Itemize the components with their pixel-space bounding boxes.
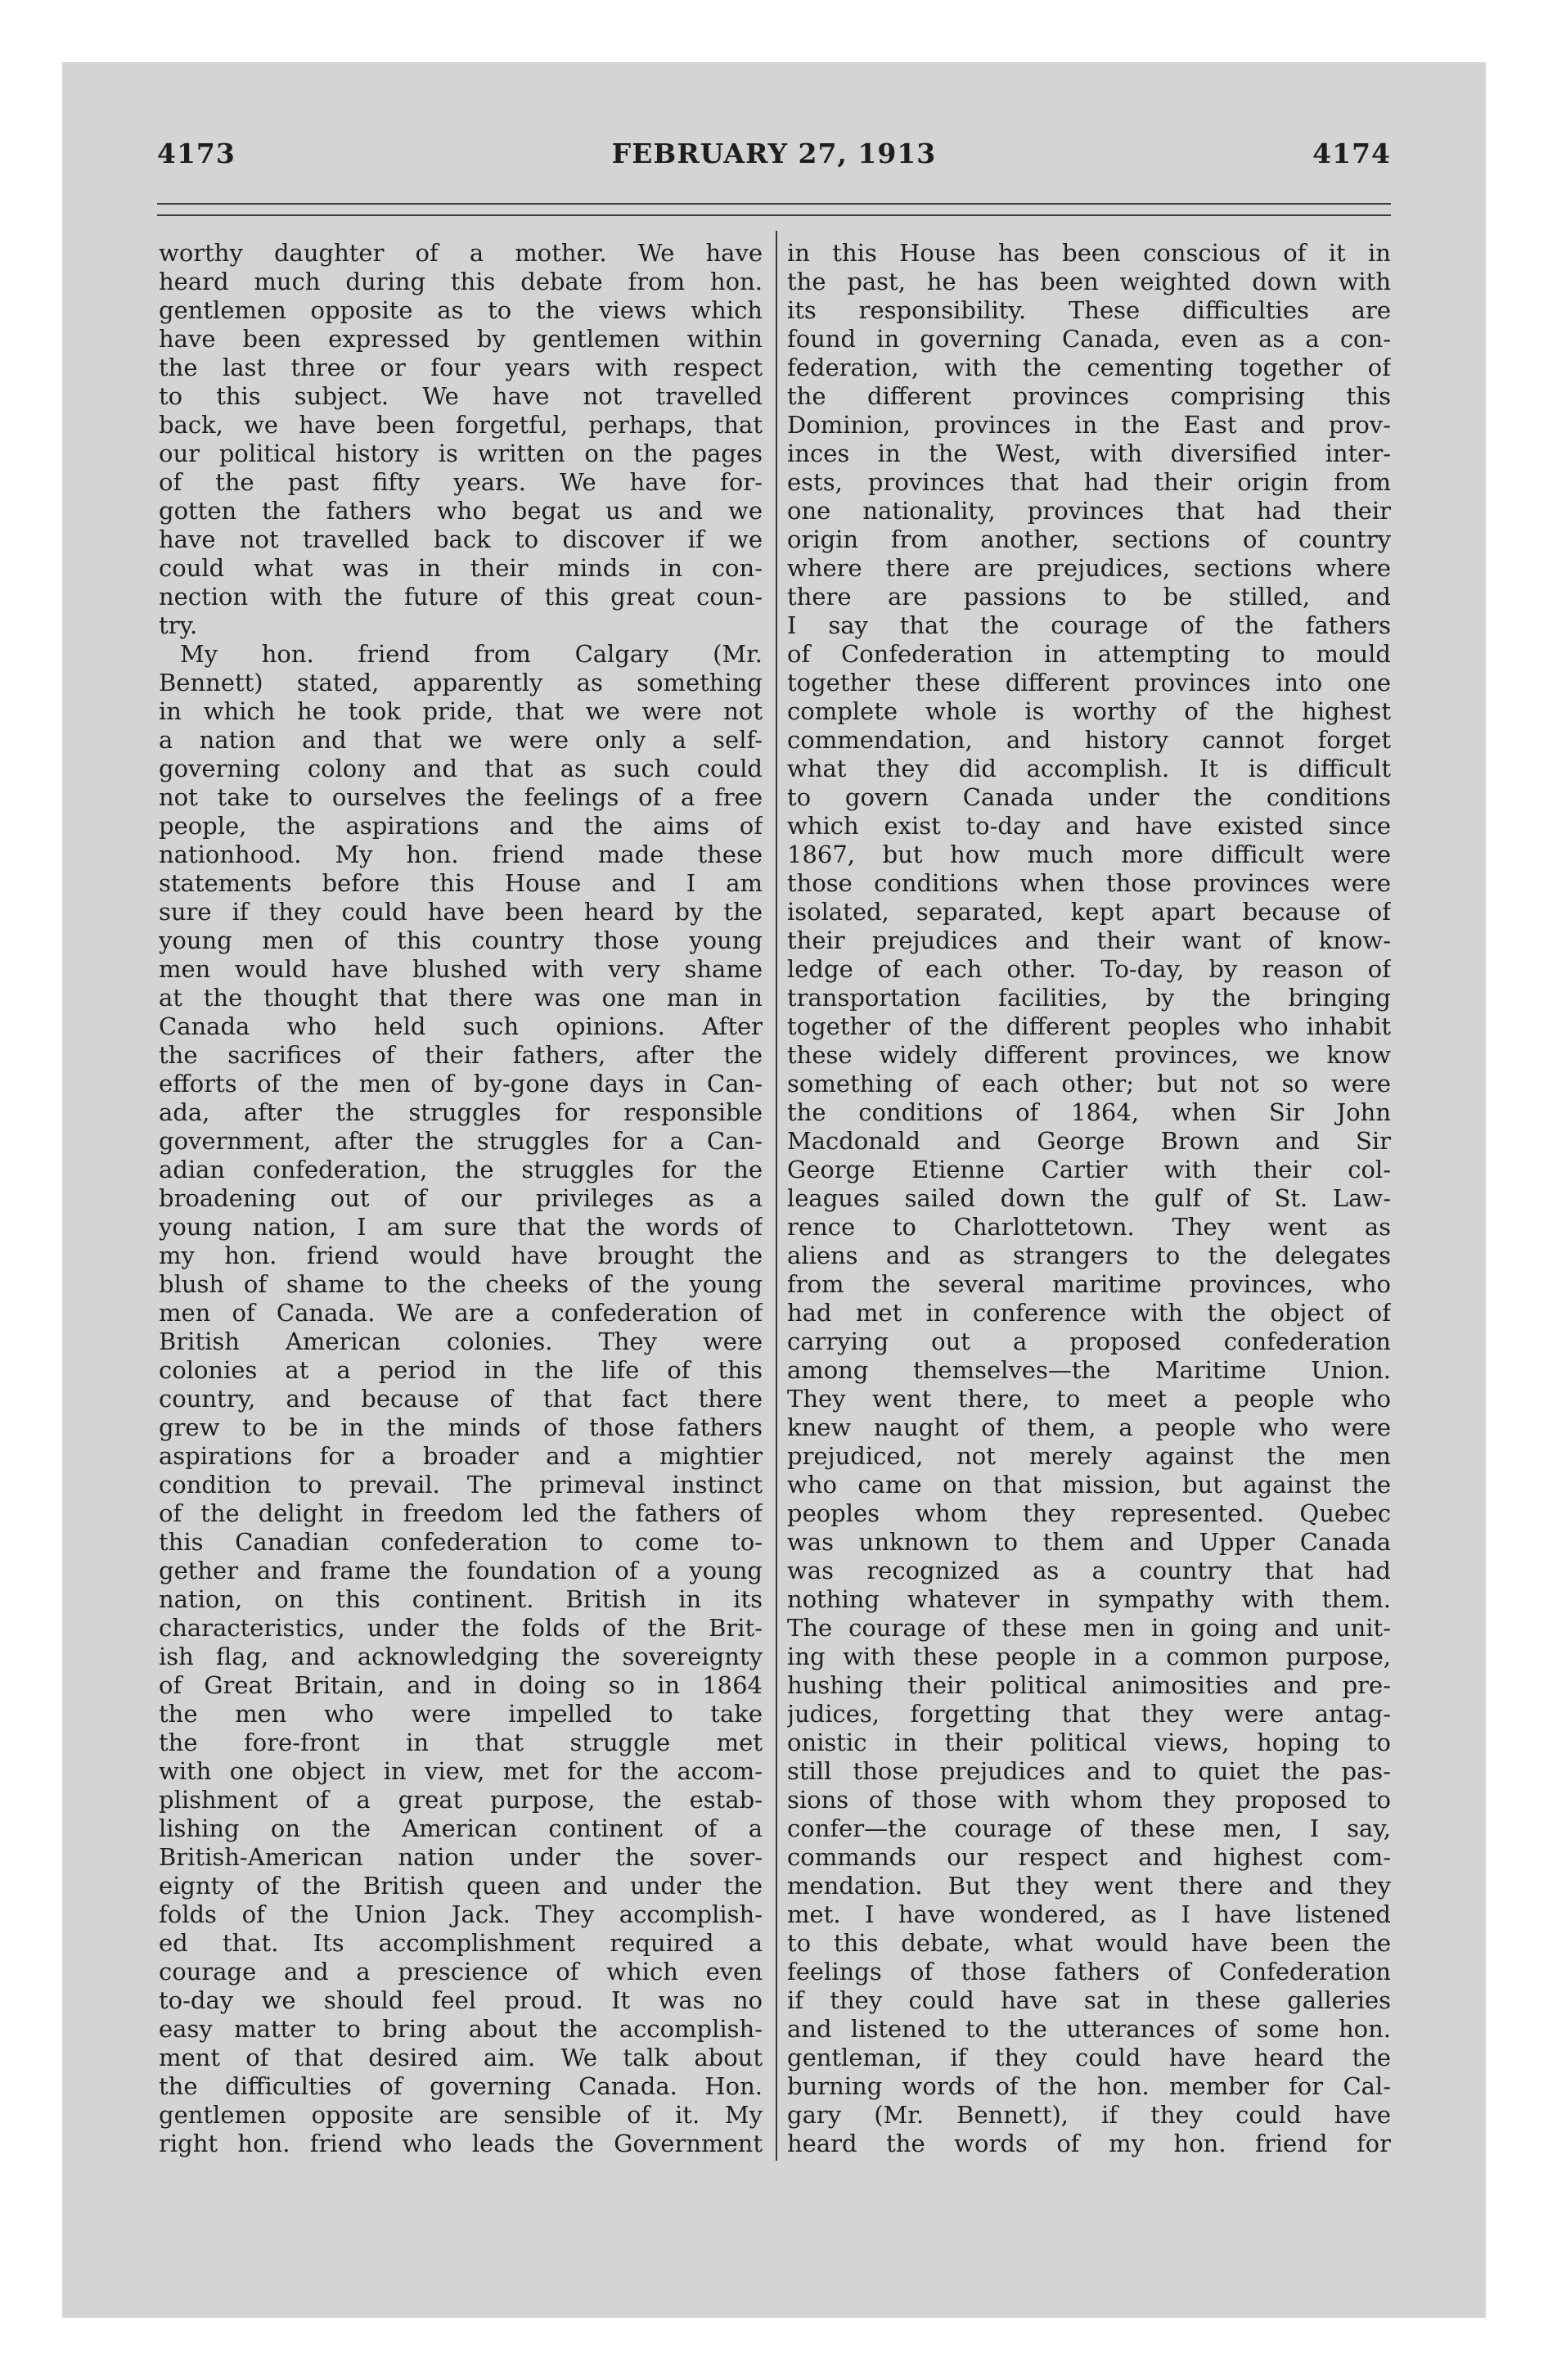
text-line: of Confederation in attempting to mould — [787, 640, 1391, 668]
text-line: efforts of the men of by-gone days in Can- — [159, 1070, 763, 1098]
text-line: back, we have been forgetful, perhaps, that — [159, 411, 763, 439]
text-line: I say that the courage of the fathers — [787, 611, 1391, 639]
text-line: the fore-front in that struggle met — [159, 1729, 763, 1756]
text-line: the last three or four years with respect — [159, 354, 763, 381]
text-line: My hon. friend from Calgary (Mr. — [180, 640, 763, 668]
text-line: peoples whom they represented. Quebec — [787, 1499, 1391, 1527]
text-line: lishing on the American continent of a — [159, 1814, 763, 1842]
text-line: men would have blushed with very shame — [159, 955, 763, 983]
text-line: with one object in view, met for the accom- — [159, 1757, 763, 1785]
text-line: statements before this House and I am — [159, 869, 763, 897]
text-line: feelings of those fathers of Confederation — [787, 1958, 1391, 1986]
text-line: in this House has been conscious of it in — [787, 239, 1391, 267]
text-line: mendation. But they went there and they — [787, 1872, 1391, 1900]
text-line: men of Canada. We are a confederation of — [159, 1299, 763, 1327]
text-line: the conditions of 1864, when Sir John — [787, 1098, 1391, 1126]
page-header — [157, 137, 1391, 174]
text-line: found in governing Canada, even as a con- — [787, 325, 1391, 353]
text-line: grew to be in the minds of those fathers — [159, 1413, 763, 1441]
text-line: gether and frame the foundation of a young — [159, 1557, 763, 1584]
column-divider — [776, 231, 777, 2161]
header-rule-bottom — [157, 214, 1391, 216]
text-line: country, and because of that fact there — [159, 1385, 763, 1413]
text-line: federation, with the cementing together of — [787, 354, 1391, 381]
text-line: of Great Britain, and in doing so in 1864 — [159, 1671, 763, 1699]
text-line: aspirations for a broader and a mightier — [159, 1442, 763, 1470]
text-line: our political history is written on the pages — [159, 439, 763, 467]
text-line: confer—the courage of these men, I say, — [787, 1814, 1391, 1842]
text-line: ment of that desired aim. We talk about — [159, 2044, 763, 2071]
text-line: eignty of the British queen and under the — [159, 1872, 763, 1900]
page-number-left: 4173 — [157, 137, 236, 169]
text-line: young men of this country those young — [159, 926, 763, 954]
text-line: British-American nation under the sover- — [159, 1843, 763, 1871]
text-line: gary (Mr. Bennett), if they could have — [787, 2101, 1391, 2129]
text-line: was unknown to them and Upper Canada — [787, 1528, 1391, 1556]
text-line: right hon. friend who leads the Government — [159, 2130, 763, 2157]
text-line: sions of those with whom they proposed to — [787, 1786, 1391, 1814]
text-line: colonies at a period in the life of this — [159, 1356, 763, 1384]
text-line: sure if they could have been heard by the — [159, 898, 763, 926]
text-line: isolated, separated, kept apart because of — [787, 898, 1391, 926]
text-line: carrying out a proposed confederation — [787, 1327, 1391, 1355]
text-line: British American colonies. They were — [159, 1327, 763, 1355]
text-line: Dominion, provinces in the East and prov- — [787, 411, 1391, 439]
text-line: nection with the future of this great coun- — [159, 583, 763, 611]
right-column — [787, 239, 1391, 2158]
text-line: folds of the Union Jack. They accomplish- — [159, 1900, 763, 1928]
text-line: origin from another, sections of country — [787, 525, 1391, 553]
text-line: nation, on this continent. British in its — [159, 1585, 763, 1613]
text-line: the sacrifices of their fathers, after the — [159, 1041, 763, 1069]
text-line: plishment of a great purpose, the estab- — [159, 1786, 763, 1814]
text-line: to this subject. We have not travelled — [159, 382, 763, 410]
text-line: burning words of the hon. member for Cal- — [787, 2072, 1391, 2100]
text-line: to-day we should feel proud. It was no — [159, 1986, 763, 2014]
text-line: a nation and that we were only a self- — [159, 726, 763, 754]
text-line: where there are prejudices, sections where — [787, 554, 1391, 582]
text-line: Bennett) stated, apparently as something — [159, 669, 763, 696]
text-line: young nation, I am sure that the words of — [159, 1213, 763, 1241]
text-line: in which he took pride, that we were not — [159, 697, 763, 725]
text-line: broadening out of our privileges as a — [159, 1184, 763, 1212]
text-line: worthy daughter of a mother. We have — [159, 239, 763, 267]
text-line: who came on that mission, but against the — [787, 1471, 1391, 1499]
left-column — [159, 239, 763, 2158]
text-line: those conditions when those provinces were — [787, 869, 1391, 897]
text-line: leagues sailed down the gulf of St. Law- — [787, 1184, 1391, 1212]
text-line: this Canadian confederation to come to- — [159, 1528, 763, 1556]
text-line: easy matter to bring about the accomplish- — [159, 2015, 763, 2043]
text-line: the past, he has been weighted down with — [787, 268, 1391, 295]
text-line: ing with these people in a common purpose, — [787, 1643, 1391, 1670]
text-line: together of the different peoples who inhabit — [787, 1012, 1391, 1040]
text-line: They went there, to meet a people who — [787, 1385, 1391, 1413]
text-line: not take to ourselves the feelings of a free — [159, 783, 763, 811]
text-line: ledge of each other. To-day, by reason of — [787, 955, 1391, 983]
text-line: knew naught of them, a people who were — [787, 1413, 1391, 1441]
text-line: ed that. Its accomplishment required a — [159, 1929, 763, 1957]
page-number-right: 4174 — [1312, 137, 1391, 169]
text-line: what they did accomplish. It is difficult — [787, 755, 1391, 782]
text-line: which exist to-day and have existed since — [787, 812, 1391, 840]
text-line: to govern Canada under the conditions — [787, 783, 1391, 811]
text-line: nationhood. My hon. friend made these — [159, 841, 763, 868]
text-line: heard much during this debate from hon. — [159, 268, 763, 295]
text-line: ada, after the struggles for responsible — [159, 1098, 763, 1126]
text-line: together these different provinces into one — [787, 669, 1391, 696]
text-line: courage and a prescience of which even — [159, 1958, 763, 1986]
text-line: commands our respect and highest com- — [787, 1843, 1391, 1871]
text-line: judices, forgetting that they were antag- — [787, 1700, 1391, 1728]
text-line: aliens and as strangers to the delegates — [787, 1242, 1391, 1269]
text-line: gentlemen opposite are sensible of it. My — [159, 2101, 763, 2129]
text-line: inces in the West, with diversified inter- — [787, 439, 1391, 467]
text-line: Macdonald and George Brown and Sir — [787, 1127, 1391, 1155]
text-line: The courage of these men in going and unit- — [787, 1614, 1391, 1642]
text-line: commendation, and history cannot forget — [787, 726, 1391, 754]
text-line: have not travelled back to discover if we — [159, 525, 763, 553]
text-line: governing colony and that as such could — [159, 755, 763, 782]
text-line: of the delight in freedom led the fathers of — [159, 1499, 763, 1527]
text-line: was recognized as a country that had — [787, 1557, 1391, 1584]
text-line: 1867, but how much more difficult were — [787, 841, 1391, 868]
header-date: FEBRUARY 27, 1913 — [611, 137, 937, 169]
text-line: people, the aspirations and the aims of — [159, 812, 763, 840]
text-line: try. — [159, 611, 198, 639]
text-line: prejudiced, not merely against the men — [787, 1442, 1391, 1470]
text-line: George Etienne Cartier with their col- — [787, 1156, 1391, 1183]
text-line: these widely different provinces, we know — [787, 1041, 1391, 1069]
text-line: complete whole is worthy of the highest — [787, 697, 1391, 725]
text-line: government, after the struggles for a Can- — [159, 1127, 763, 1155]
text-line: could what was in their minds in con- — [159, 554, 763, 582]
text-line: blush of shame to the cheeks of the young — [159, 1270, 763, 1298]
text-line: Canada who held such opinions. After — [159, 1012, 763, 1040]
text-line: its responsibility. These difficulties are — [787, 296, 1391, 324]
text-line: characteristics, under the folds of the Brit- — [159, 1614, 763, 1642]
text-line: heard the words of my hon. friend for — [787, 2130, 1391, 2157]
text-line: from the several maritime provinces, who — [787, 1270, 1391, 1298]
text-line: if they could have sat in these galleries — [787, 1986, 1391, 2014]
text-line: one nationality, provinces that had their — [787, 497, 1391, 525]
text-line: ests, provinces that had their origin from — [787, 468, 1391, 496]
text-line: the men who were impelled to take — [159, 1700, 763, 1728]
text-line: my hon. friend would have brought the — [159, 1242, 763, 1269]
text-line: to this debate, what would have been the — [787, 1929, 1391, 1957]
text-line: ish flag, and acknowledging the sovereignty — [159, 1643, 763, 1670]
text-line: transportation facilities, by the bringing — [787, 984, 1391, 1012]
text-line: among themselves—the Maritime Union. — [787, 1356, 1391, 1384]
text-line: have been expressed by gentlemen within — [159, 325, 763, 353]
text-line: nothing whatever in sympathy with them. — [787, 1585, 1391, 1613]
text-line: rence to Charlottetown. They went as — [787, 1213, 1391, 1241]
text-line: condition to prevail. The primeval instinct — [159, 1471, 763, 1499]
text-line: adian confederation, the struggles for the — [159, 1156, 763, 1183]
text-line: and listened to the utterances of some hon. — [787, 2015, 1391, 2043]
text-line: hushing their political animosities and pre- — [787, 1671, 1391, 1699]
text-line: the different provinces comprising this — [787, 382, 1391, 410]
text-line: gotten the fathers who begat us and we — [159, 497, 763, 525]
text-line: of the past fifty years. We have for- — [159, 468, 763, 496]
text-line: onistic in their political views, hoping to — [787, 1729, 1391, 1756]
text-line: something of each other; but not so were — [787, 1070, 1391, 1098]
text-line: the difficulties of governing Canada. Hon. — [159, 2072, 763, 2100]
header-rule-top — [157, 203, 1391, 205]
text-line: at the thought that there was one man in — [159, 984, 763, 1012]
text-line: their prejudices and their want of know- — [787, 926, 1391, 954]
text-line: had met in conference with the object of — [787, 1299, 1391, 1327]
text-line: there are passions to be stilled, and — [787, 583, 1391, 611]
text-line: still those prejudices and to quiet the pas- — [787, 1757, 1391, 1785]
text-line: met. I have wondered, as I have listened — [787, 1900, 1391, 1928]
text-line: gentlemen opposite as to the views which — [159, 296, 763, 324]
text-line: gentleman, if they could have heard the — [787, 2044, 1391, 2071]
